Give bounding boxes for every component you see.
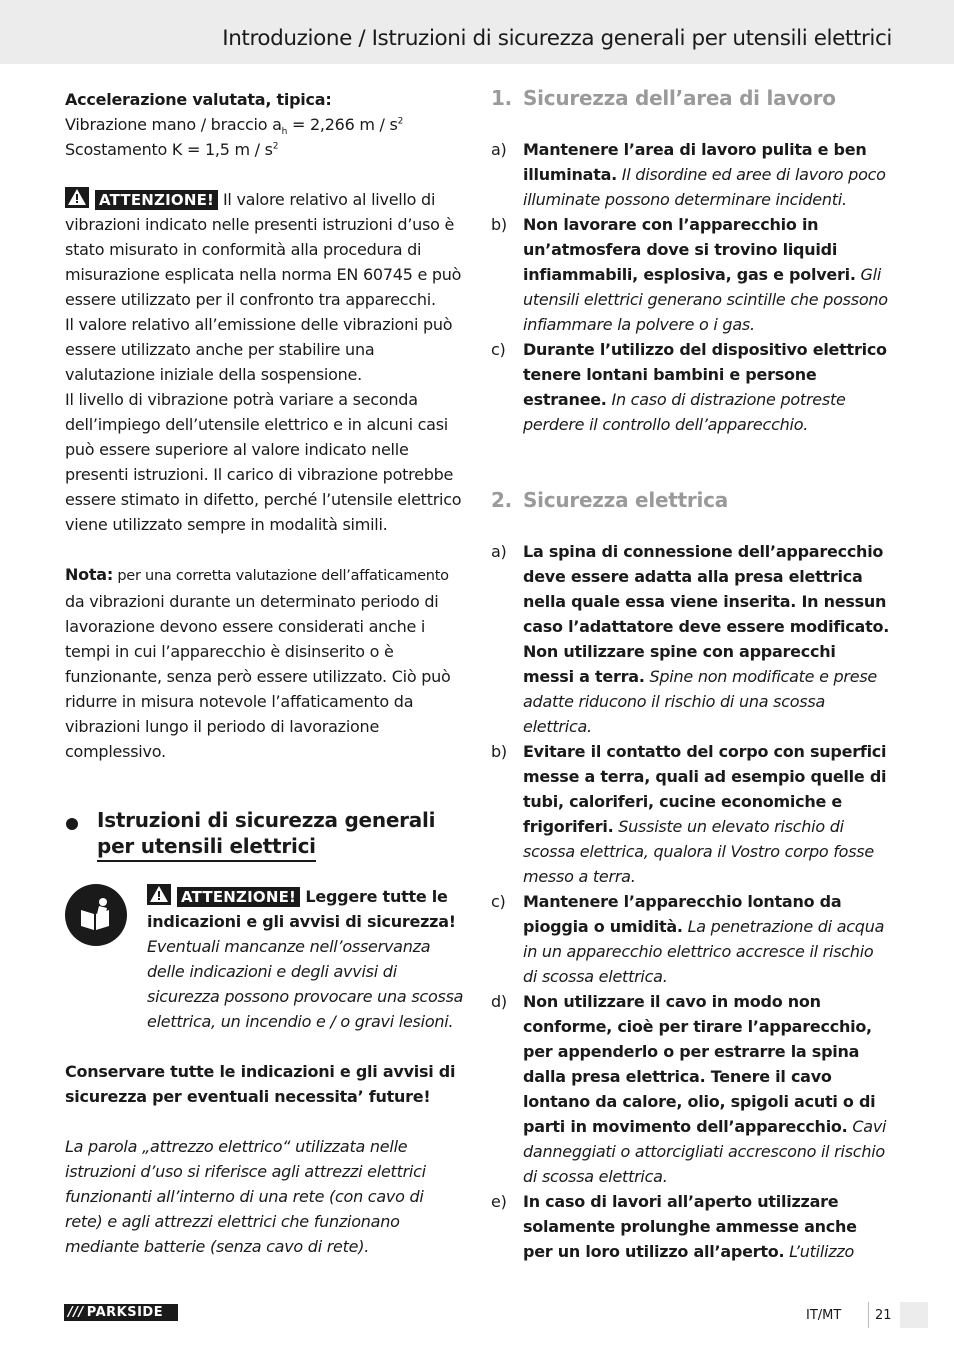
list-item: c) Mantenere l’apparecchio lontano da pioggia o umidità. La penetrazione di acqua in un apparecchio elettrico accresce il rischio di scossa elettrica.: [491, 892, 885, 986]
list-item: d) Non utilizzare il cavo in modo non conforme, cioè per tirare l’apparecchio, per appenderlo o per estrarre la spina dalla presa elettrica. Tenere il cavo lontano da calore, olio, spigoli acuti o di parti in movimento dell’apparecchio. Cavi danneggiati o attorcigliati accrescono il rischio di scossa elettrica.: [491, 992, 887, 1186]
accel-title: Accelerazione valutata, tipica:: [65, 90, 332, 109]
brand-logo: /// PARKSIDE: [64, 1304, 178, 1321]
list-item: c) Durante l’utilizzo del dispositivo elettrico tenere lontani bambini e persone estranee. In caso di distrazione potreste perdere il controllo dell’apparecchio.: [491, 340, 887, 434]
warning-triangle-icon: [65, 187, 89, 208]
list-item: b) Evitare il contatto del corpo con superfici messe a terra, quali ad esempio quelle di tubi, caloriferi, cucine economiche e frigoriferi. Sussiste un elevato rischio di scossa elettrica, qualora il Vostro corpo fosse messo a terra.: [491, 742, 887, 886]
warning-read-all: ATTENZIONE! Leggere tutte le indicazioni e gli avvisi di sicurezza! Eventuali mancanze nell’osservanza delle indicazioni e degli avvisi di sicurezza possono provocare una scossa elettrica, un incendio e / o gravi lesioni.: [65, 884, 465, 1034]
keep-instructions: Conservare tutte le indicazioni e gli avvisi di sicurezza per eventuali necessita’ future!: [65, 1062, 456, 1106]
footer-tab: [900, 1302, 928, 1328]
warning-triangle-icon: [147, 884, 171, 905]
electrical-safety-list: [491, 539, 891, 1264]
read-manual-block: [65, 884, 465, 1034]
warning-badge: ATTENZIONE!: [177, 887, 300, 907]
section-heading-work-area: 1. Sicurezza dell’area di lavoro: [491, 86, 836, 110]
list-item: b) Non lavorare con l’apparecchio in un’atmosfera dove si trovino liquidi infiammabili, esplosiva, gas e polveri. Gli utensili elettrici generano scintille che possono infiammare la polvere o i gas.: [491, 215, 888, 334]
list-item: a) La spina di connessione dell’apparecchio deve essere adatta alla presa elettrica nella quale essa viene inserita. In nessun caso l’adattatore deve essere modificato. Non utilizzare spine con apparecchi messi a terra. Spine non modificate e prese adatte riducono il rischio di una scossa elettrica.: [491, 542, 890, 736]
note-paragraph: Nota: per una corretta valutazione dell’affaticamento da vibrazioni durante un determinato periodo di lavorazione devono essere considerati anche i tempi in cui l’apparecchio è disinserito o è funzionante, senza però essere utilizzato. Ciò può ridurre in misura notevole l’affaticamento da vibrazioni lungo il periodo di lavorazione complessivo.: [65, 565, 451, 761]
section-heading-electrical-safety: 2. Sicurezza elettrica: [491, 488, 728, 512]
page-header: [0, 0, 954, 64]
read-manual-icon: [65, 884, 127, 946]
emission-paragraph: Il valore relativo all’emissione delle vibrazioni può essere utilizzato anche per stabilire una valutazione iniziale della sospensione.: [65, 315, 453, 384]
warning-badge: ATTENZIONE!: [95, 190, 218, 210]
list-item: e) In caso di lavori all’aperto utilizzare solamente prolunghe ammesse anche per un loro utilizzo all’aperto. L’utilizzo: [491, 1192, 857, 1261]
work-area-list: [491, 137, 891, 437]
bullet-dot: [66, 818, 78, 830]
definition-paragraph: La parola „attrezzo elettrico“ utilizzata nelle istruzioni d’uso si riferisce agli attrezzi elettrici funzionanti all’interno di una rete (con cavo di rete) e agli attrezzi elettrici che funzionano mediante batterie (senza cavo di rete).: [65, 1137, 426, 1256]
list-item: a) Mantenere l’area di lavoro pulita e ben illuminata. Il disordine ed aree di lavoro poco illuminate possono determinare incidenti.: [491, 140, 886, 209]
vibration-value: Vibrazione mano / braccio $a_h = 2,266$ m / $s^2$: [65, 115, 404, 138]
logo-slashes-icon: ///: [68, 1305, 84, 1320]
language-code: IT/MT: [806, 1308, 842, 1323]
vibration-level-paragraph: Il livello di vibrazione potrà variare a seconda dell’impiego dell’utensile elettrico e in alcuni casi può essere superiore al valore indicato nelle presenti istruzioni. Il carico di vibrazione potrebbe essere stimato in difetto, perché l’utensile elettrico viene utilizzato sempre in modalità simili.: [65, 390, 462, 534]
k-value: Scostamento K = 1,5 m / $s^2$: [65, 140, 279, 159]
right-column: [491, 85, 891, 1264]
page-number: 21: [875, 1308, 892, 1323]
page-title: Introduzione / Istruzioni di sicurezza generali per utensili elettrici: [222, 26, 892, 51]
footer-divider: [868, 1302, 869, 1328]
left-column: [65, 87, 465, 1259]
warning-paragraph: ATTENZIONE! Il valore relativo al livello di vibrazioni indicato nelle presenti istruzioni d’uso è stato misurato in conformità alla procedura di misurazione esplicata nella norma EN 60745 e può essere utilizzato per il confronto tra apparecchi.: [65, 187, 465, 312]
section-heading-general-safety: Istruzioni di sicurezza generali per utensili elettrici: [65, 808, 465, 862]
